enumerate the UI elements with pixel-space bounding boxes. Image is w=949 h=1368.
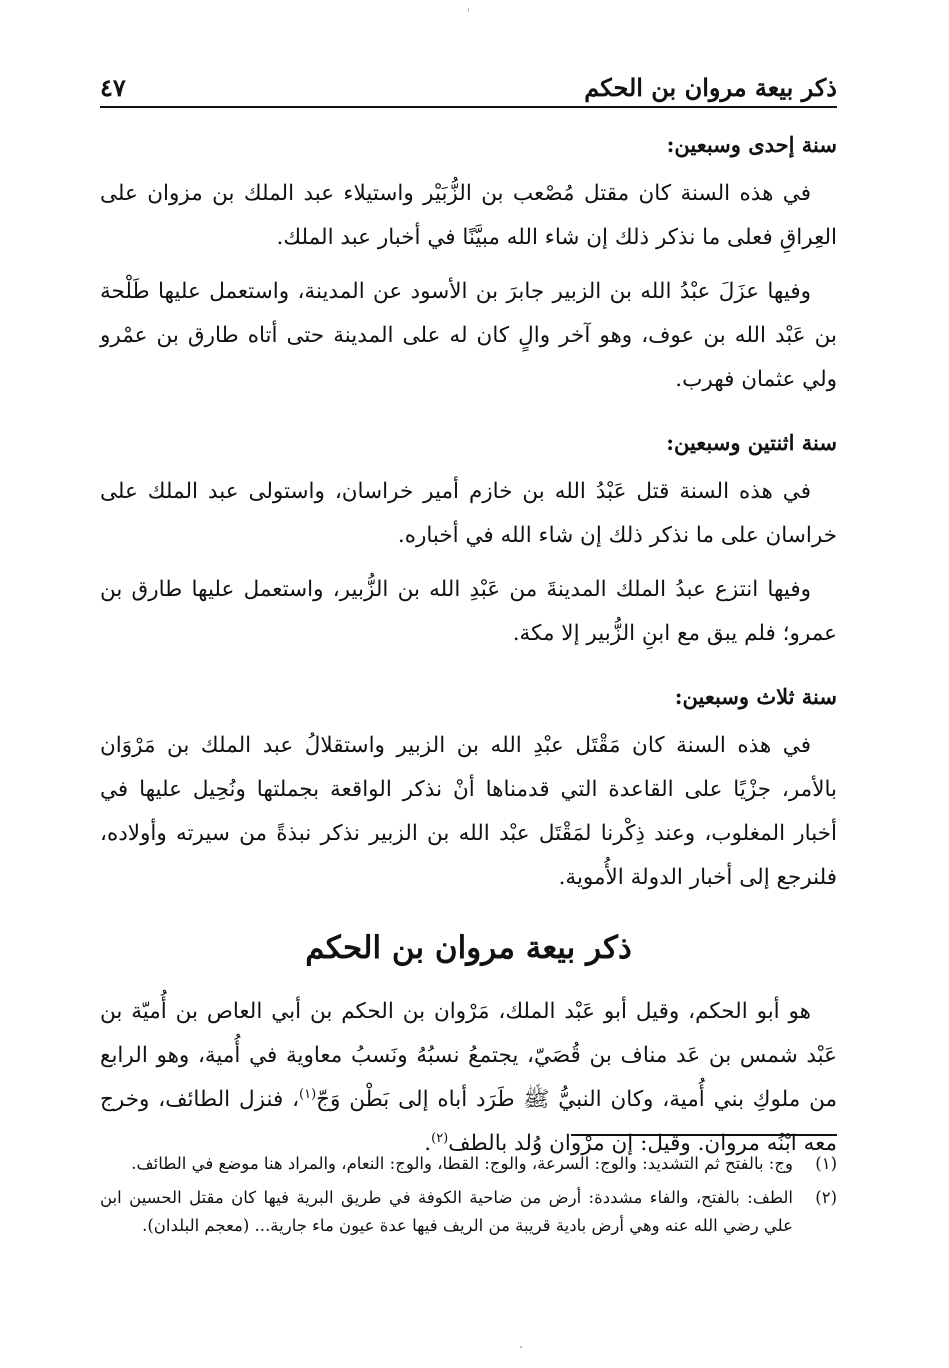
paragraph-with-footnotes	[100, 990, 837, 1166]
page-number: ٤٧	[100, 73, 126, 102]
paragraph: في هذه السنة قتل عَبْدُ الله بن خازم أمير خراسان، واستولى عبد الملك على خراسان على ما نذكر ذلك إن شاء الله في أخباره.	[100, 479, 837, 548]
spacer	[100, 412, 837, 428]
paragraph: في هذه السنة كان مَقْتَل عبْدِ الله بن الزبير واستقلالُ عبد الملك بن مَرْوَان بالأمر، جزْيًا على القاعدة التي قدمناها أنْ نذكر الواقعة بجملتها ونُحِيل عليها في أخبار المغلوب، وعند ذِكْرنا لمَقْتَل عبْد الله بن الزبير نذكر نبذةً من سيرته وأولاده، فلنرجع إلى أخبار الدولة الأُموية.	[100, 733, 837, 890]
spacer	[100, 666, 837, 682]
running-title: ذكر بيعة مروان بن الحكم	[584, 73, 837, 102]
footnote-number: (١)	[815, 1154, 837, 1173]
page-header	[100, 62, 837, 108]
footnote-number: (٢)	[815, 1188, 837, 1207]
year-heading-72: سنة اثنتين وسبعين:	[666, 430, 837, 455]
footnote-2	[100, 1184, 837, 1240]
section-title: ذكر بيعة مروان بن الحكم	[305, 930, 632, 966]
main-text	[100, 130, 837, 1176]
footnotes	[100, 1150, 837, 1246]
paragraph: وفيها عزَلَ عبْدُ الله بن الزبير جابرَ بن الأسود عن المدينة، واستعمل عليها طَلْحة بن عَبْد الله بن عوف، وهو آخر والٍ كان له على المدينة حتى أتاه طارق بن عمْرو ولي عثمان فهرب.	[100, 279, 837, 392]
year-heading-73: سنة ثلاث وسبعين:	[674, 684, 837, 709]
paragraph-text: ، فنزل الطائف، وخرج معه ابْنُه مروان. وقيل: إن مرْوان وُلد بالطف	[100, 1087, 837, 1156]
scan-mark	[520, 1346, 522, 1348]
paragraph: وفيها انتزع عبدُ الملك المدينةَ من عَبْدِ الله بن الزُّبير، واستعمل عليها طارق بن عمرو؛ فلم يبق مع ابنِ الزُّبير إلا مكة.	[100, 577, 837, 646]
year-heading-71: سنة إحدى وسبعين:	[666, 132, 837, 157]
footnote-1	[100, 1150, 837, 1178]
footnote-divider	[571, 1134, 837, 1136]
scan-mark	[468, 8, 469, 12]
footnote-marker-1[interactable]: (١)	[299, 1086, 317, 1102]
footnote-text: وج: بالفتح ثم التشديد: والوج: السرعة، والوج: القطا، والوج: النعام، والمراد هنا موضع في الطائف.	[131, 1154, 793, 1173]
footnote-marker-2[interactable]: (٢)	[431, 1130, 449, 1146]
paragraph-text: .	[424, 1131, 432, 1156]
paragraph: في هذه السنة كان مقتل مُصْعب بن الزُّبَيْر واستيلاء عبد الملك بن مزوان على العِراقِ فعلى ما نذكر ذلك إن شاء الله مبيَّنًا في أخبار عبد الملك.	[100, 181, 837, 250]
paragraph-text: هو أبو الحكم، وقيل أبو عَبْد الملك، مَرْوان بن الحكم بن أبي العاص بن أُميّة بن عَبْد شمس بن عَد مناف بن قُصَيّ، يجتمعُ نسبُهُ ونَسبُ معاوية في أُمية، وهو الرابع من ملوكِ بني أُمية، وكان النبيُّ ﷺ طَرَد أباه إلى بَطْن وَجّ	[100, 999, 837, 1112]
footnote-text: الطف: بالفتح، والفاء مشددة: أرض من ضاحية الكوفة في طريق البرية فيها كان مقتل الحسين ابن علي رضي الله عنه وهي أرض بادية قريبة من الريف فيها عدة عيون ماء جارية... (معجم البلدان).	[100, 1188, 793, 1235]
